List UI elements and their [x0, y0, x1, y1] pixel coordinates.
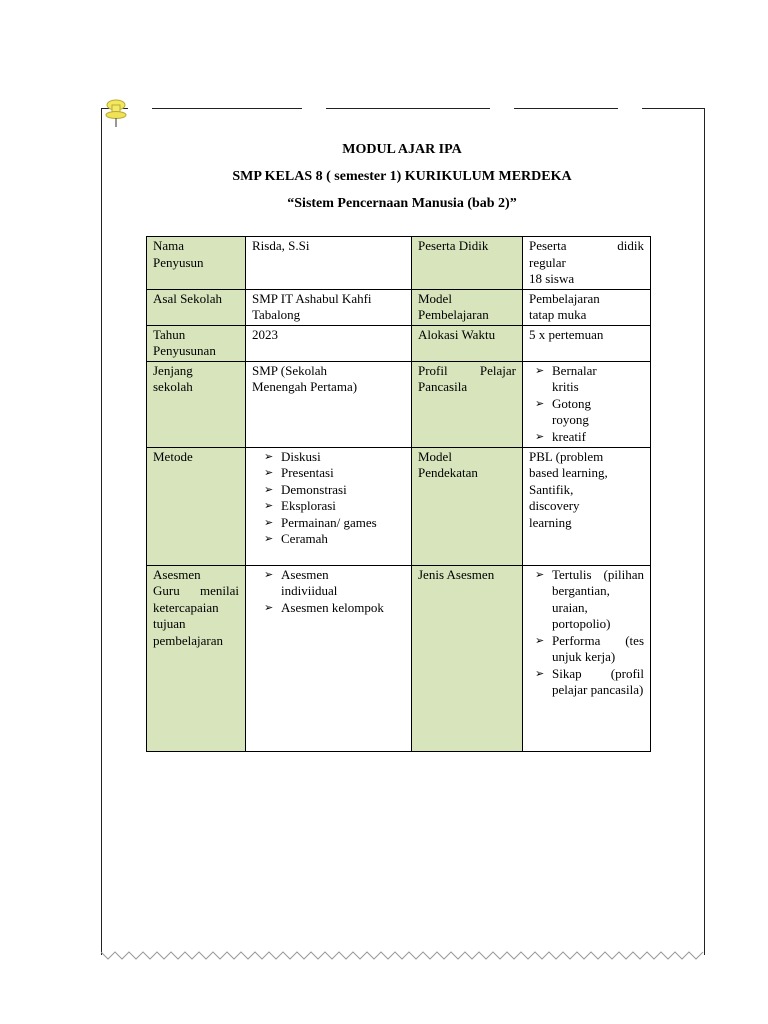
value-model-pembelajaran: Pembelajaran tatap muka [523, 289, 651, 325]
label-jenjang-sekolah: Jenjang sekolah [147, 361, 246, 447]
label-model-pembelajaran: Model Pembelajaran [412, 289, 523, 325]
table-row [147, 361, 651, 447]
table-row [147, 565, 651, 751]
doc-title: MODUL AJAR IPA [342, 142, 462, 157]
list-item: ➢ Demonstrasi [264, 482, 405, 499]
value-nama-penyusun: Risda, S.Si [246, 237, 412, 290]
doc-subtitle: SMP KELAS 8 ( semester 1) KURIKULUM MERDEKA [232, 169, 572, 184]
value-tahun: 2023 [246, 325, 412, 361]
list-item: ➢ Performa (tes unjuk kerja) [535, 633, 644, 666]
value-asesmen [246, 565, 412, 751]
label-nama-penyusun: Nama Penyusun [147, 237, 246, 290]
list-item: ➢ Tertulis (pilihan bergantian, uraian, portopolio) [535, 567, 644, 633]
frame-gap [128, 107, 152, 110]
label-metode: Metode [147, 447, 246, 565]
list-item: ➢ Ceramah [264, 531, 405, 548]
list-item: ➢ Diskusi [264, 449, 405, 466]
label-profil-pelajar: Profil Pelajar Pancasila [412, 361, 523, 447]
list-item: ➢ Gotong royong [535, 396, 610, 429]
list-item: ➢ Permainan/ games [264, 515, 405, 532]
label-alokasi-waktu: Alokasi Waktu [412, 325, 523, 361]
frame-gap [618, 107, 642, 110]
value-profil-pelajar [523, 361, 651, 447]
table-row [147, 325, 651, 361]
list-item: ➢ kreatif [535, 429, 644, 446]
label-jenis-asesmen: Jenis Asesmen [412, 565, 523, 751]
value-alokasi-waktu: 5 x pertemuan [523, 325, 651, 361]
value-model-pendekatan: PBL (problem based learning, Santifik, discovery learning [523, 447, 651, 565]
frame-gap [302, 107, 326, 110]
label-model-pendekatan: Model Pendekatan [412, 447, 523, 565]
value-jenjang: SMP (Sekolah Menengah Pertama) [246, 361, 412, 447]
frame-gap [490, 107, 514, 110]
list-item: ➢ Eksplorasi [264, 498, 405, 515]
list-item: ➢ Presentasi [264, 465, 405, 482]
module-info-table [146, 236, 651, 752]
document-header [101, 136, 703, 217]
list-item: ➢ Bernalar kritis [535, 363, 610, 396]
label-tahun-penyusunan: Tahun Penyusunan [147, 325, 246, 361]
pushpin-icon [104, 98, 128, 128]
value-metode [246, 447, 412, 565]
table-row [147, 447, 651, 565]
label-peserta-didik: Peserta Didik [412, 237, 523, 290]
label-asal-sekolah: Asal Sekolah [147, 289, 246, 325]
list-item: ➢ Asesmen kelompok [264, 600, 405, 617]
list-item: ➢ Sikap (profil pelajar pancasila) [535, 666, 644, 699]
value-peserta-didik: Peserta didik regular 18 siswa [523, 237, 651, 290]
value-jenis-asesmen [523, 565, 651, 751]
list-item: ➢ Asesmen indiviidual [264, 567, 367, 600]
torn-edge [101, 948, 704, 962]
table-row [147, 237, 651, 290]
doc-topic: “Sistem Pencernaan Manusia (bab 2)” [287, 196, 517, 211]
table-row [147, 289, 651, 325]
value-asal-sekolah: SMP IT Ashabul Kahfi Tabalong [246, 289, 412, 325]
label-asesmen: Asesmen Guru menilai ketercapaian tujuan pembelajaran [147, 565, 246, 751]
